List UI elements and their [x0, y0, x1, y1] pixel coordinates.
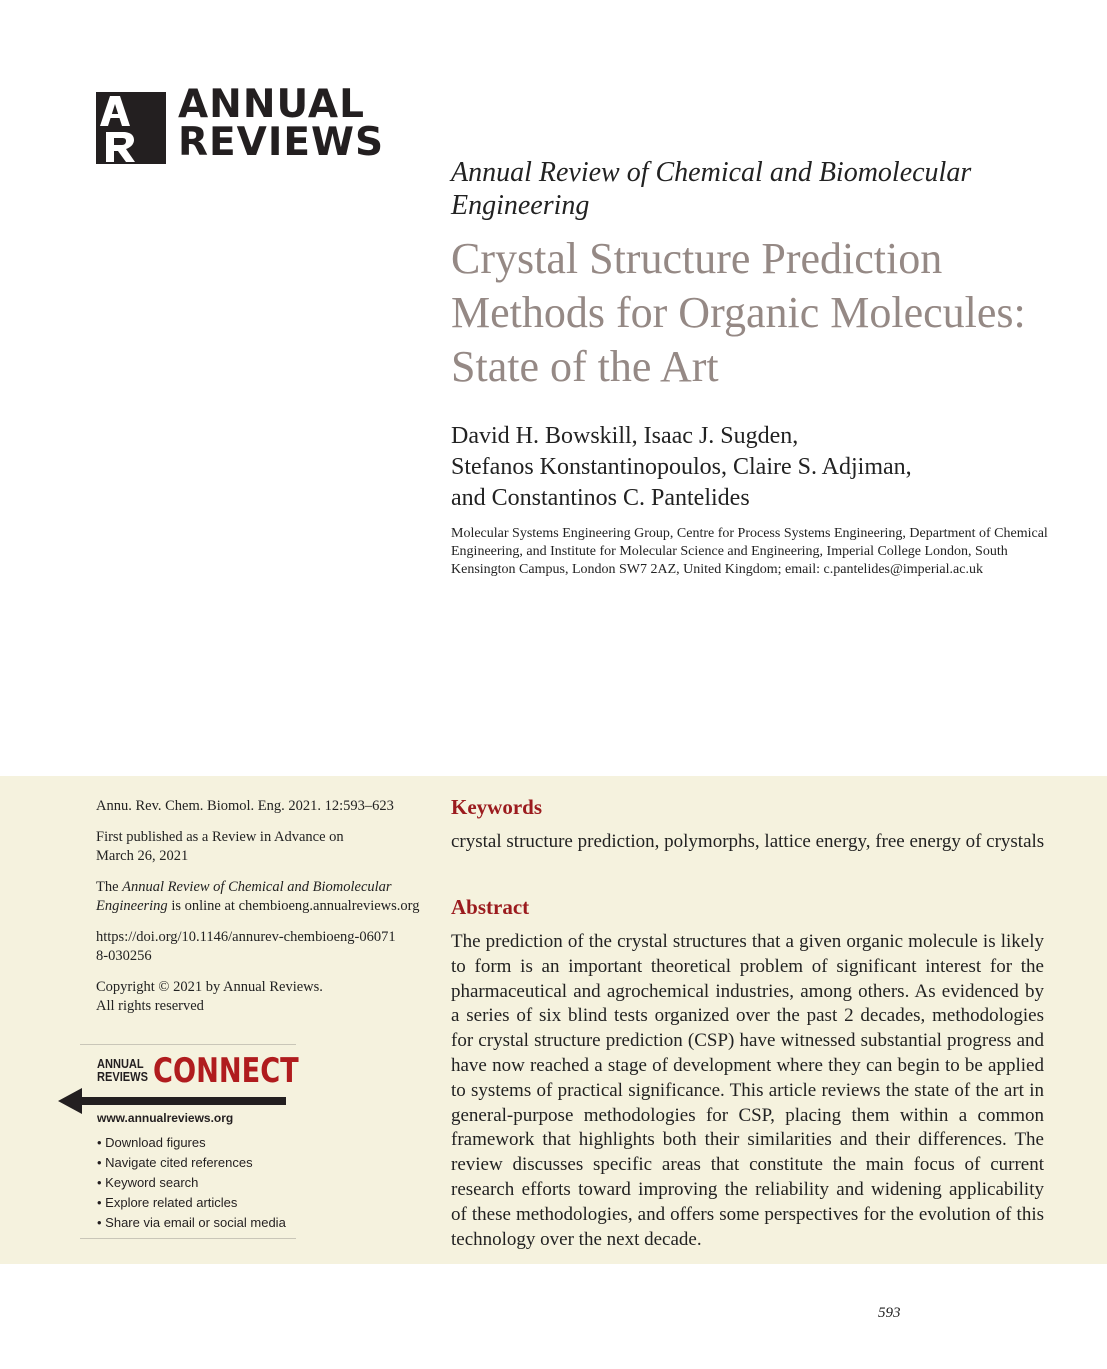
list-item: • Keyword search	[97, 1175, 199, 1190]
connect-box[interactable]	[80, 1044, 299, 1239]
authors-line: David H. Bowskill, Isaac J. Sugden,	[451, 423, 799, 449]
connect-url[interactable]: www.annualreviews.org	[97, 1111, 234, 1125]
first-published: First published as a Review in Advance on March 26, 2021	[96, 829, 344, 864]
logo-line-annual: ANNUAL	[178, 82, 365, 127]
list-item: • Download figures	[97, 1135, 206, 1150]
affiliation: Molecular Systems Engineering Group, Centre for Process Systems Engineering, Department of Chemical Engineering, and Institute for Molecular Science and Engineering, Imperial College London, South Kensington Campus, London SW7 2AZ, United Kingdom; email: c.pantelides@imperial.ac.uk	[451, 526, 1048, 577]
online-journal: Annual Review of Chemical and Biomolecular Engineering	[96, 879, 392, 914]
logo-line-reviews: REVIEWS	[178, 120, 385, 165]
list-item: • Explore related articles	[97, 1195, 238, 1210]
rights: All rights reserved	[96, 998, 204, 1014]
connect-title: CONNECT	[153, 1051, 299, 1091]
list-item: • Navigate cited references	[97, 1155, 253, 1170]
copyright: Copyright © 2021 by Annual Reviews.	[96, 979, 323, 995]
connect-bottom-rule	[80, 1238, 296, 1239]
citation: Annu. Rev. Chem. Biomol. Eng. 2021. 12:593–623	[96, 798, 394, 814]
page-number: 593	[878, 1305, 901, 1321]
online-prefix: The	[96, 879, 119, 895]
authors	[451, 421, 1051, 514]
connect-small-line: REVIEWS	[97, 1069, 148, 1084]
ar-logo-mark-icon	[96, 92, 166, 164]
abstract-heading: Abstract	[451, 895, 530, 919]
online-suffix: is online at chembioeng.annualreviews.org	[171, 898, 420, 914]
logo-wordmark	[178, 82, 385, 165]
keywords-heading: Keywords	[451, 795, 542, 819]
article-title: Crystal Structure Prediction Methods for Organic Molecules: State of the Art	[451, 234, 1026, 391]
abstract-text: The prediction of the crystal structures that a given organic molecule is likely to form is an important theoretical problem of significant interest for the pharmaceutical and agrochemical industries, among others. As evidenced by a series of six blind tests organized over the past 2 decades, methodologies for crystal structure prediction (CSP) have witnessed substantial progress and have now reached a stage of development where they can begin to be applied to systems of practical significance. This article reviews the state of the art in general-purpose methodologies for CSP, placing them within a common framework that highlights both their similarities and their differences. The review discusses specific areas that constitute the main focus of current research efforts toward improving the reliability and widening applicability of these methodologies, and offers some perspectives for the evolution of this technology over the next decade.	[451, 931, 1044, 1250]
list-item: • Share via email or social media	[97, 1215, 286, 1230]
keywords-text: crystal structure prediction, polymorphs, lattice energy, free energy of crystals	[451, 831, 1045, 852]
annual-reviews-logo	[96, 82, 385, 166]
doi-link[interactable]: https://doi.org/10.1146/annurev-chembioeng-060718-030256	[96, 929, 396, 964]
online-note	[96, 878, 436, 916]
connect-small-line: ANNUAL	[97, 1056, 144, 1071]
authors-line: Stefanos Konstantinopoulos, Claire S. Adjiman,	[451, 454, 912, 480]
connect-small-label	[97, 1057, 148, 1083]
connect-top-rule	[80, 1044, 296, 1045]
connect-feature-list	[97, 1133, 286, 1233]
publication-metadata	[96, 797, 436, 1016]
journal-name: Annual Review of Chemical and Biomolecular Engineering	[451, 157, 972, 221]
authors-line: and Constantinos C. Pantelides	[451, 485, 750, 511]
